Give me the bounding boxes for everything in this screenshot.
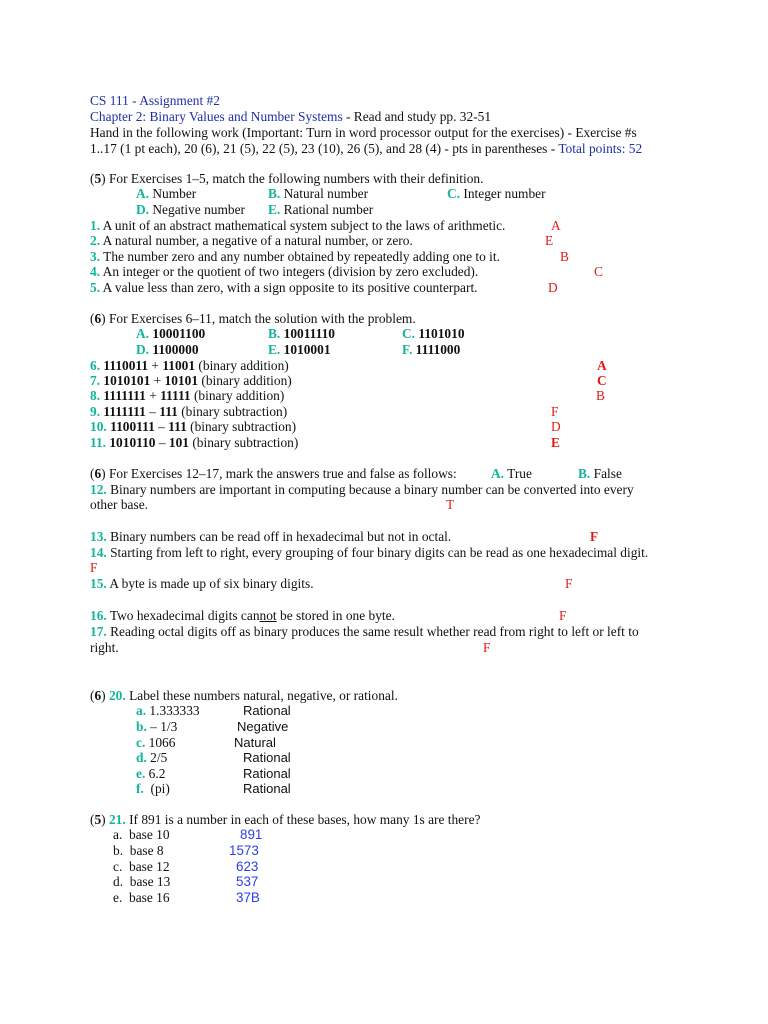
option-c: C. Integer number	[447, 186, 546, 201]
answer-5: D	[548, 280, 558, 295]
answer-11: E	[551, 435, 560, 450]
section4-intro: (6) 20. Label these numbers natural, negative, or rational.	[90, 688, 398, 703]
question-15: 15. A byte is made up of six binary digits.	[90, 576, 314, 591]
solution-a: A. 10001100	[136, 326, 206, 341]
solution-b: B. 10011110	[268, 326, 335, 341]
option-e: E. Rational number	[268, 202, 374, 217]
answer-10: D	[551, 419, 561, 434]
base-a: a. base 10	[113, 827, 170, 842]
handin-line-2	[90, 141, 642, 157]
answer-7: C	[597, 373, 607, 388]
question-5: 5. A value less than zero, with a sign opposite to its positive counterpart.	[90, 280, 478, 295]
question-1: 1. A unit of an abstract mathematical system subject to the laws of arithmetic.	[90, 218, 506, 233]
label-b-answer: Negative	[237, 719, 289, 734]
label-c-answer: Natural	[234, 735, 276, 750]
answer-6: A	[597, 358, 607, 373]
solution-c: C. 1101010	[402, 326, 465, 341]
base-c-answer: 623	[236, 859, 259, 874]
section1-points: 5	[94, 171, 102, 186]
base-d-answer: 537	[236, 874, 259, 889]
question-2: 2. A natural number, a negative of a natural number, or zero.	[90, 233, 413, 248]
section3-intro: (6) For Exercises 12–17, mark the answers true and false as follows:	[90, 466, 457, 481]
answer-2: E	[545, 233, 554, 248]
base-b: b. base 8	[113, 843, 164, 858]
section5-intro: (5) 21. If 891 is a number in each of these bases, how many 1s are there?	[90, 812, 481, 827]
answer-13: F	[590, 529, 599, 544]
question-12-cont: other base.	[90, 497, 149, 512]
total-points: Total points: 52	[558, 141, 643, 156]
label-d: d. 2/5	[136, 750, 168, 765]
question-16: 16. Two hexadecimal digits cannot be stored in one byte.	[90, 608, 395, 623]
base-b-answer: 1573	[229, 843, 259, 858]
chapter-line	[90, 109, 491, 125]
answer-17: F	[483, 640, 491, 655]
option-a: A. Number	[136, 186, 197, 201]
section2-intro: (6) For Exercises 6–11, match the solution with the problem.	[90, 311, 416, 326]
label-e-answer: Rational	[243, 766, 291, 781]
solution-f: F. 1111000	[402, 342, 461, 357]
base-e-answer: 37B	[236, 890, 260, 905]
true-option: A. True	[491, 466, 532, 481]
problem-9: 9. 1111111 – 111 (binary subtraction)	[90, 404, 288, 419]
option-b: B. Natural number	[268, 186, 369, 201]
chapter-title: Chapter 2: Binary Values and Number Systems	[90, 109, 343, 124]
label-f: f. (pi)	[136, 781, 170, 796]
option-d: D. Negative number	[136, 202, 245, 217]
question-12: 12. Binary numbers are important in computing because a binary number can be converted into every	[90, 482, 634, 497]
base-c: c. base 12	[113, 859, 170, 874]
problem-7: 7. 1010101 + 10101 (binary addition)	[90, 373, 292, 388]
label-f-answer: Rational	[243, 781, 291, 796]
section1-intro: (5) For Exercises 1–5, match the following numbers with their definition.	[90, 171, 484, 186]
label-d-answer: Rational	[243, 750, 291, 765]
handin-line-1: Hand in the following work (Important: Turn in word processor output for the exercises) - Exercise #s	[90, 125, 637, 140]
answer-4: C	[594, 264, 603, 279]
answer-14: F	[90, 560, 98, 575]
question-3: 3. The number zero and any number obtained by repeatedly adding one to it.	[90, 249, 500, 264]
solution-d: D. 1100000	[136, 342, 199, 357]
base-e: e. base 16	[113, 890, 170, 905]
question-13: 13. Binary numbers can be read off in hexadecimal but not in octal.	[90, 529, 452, 544]
problem-8: 8. 1111111 + 11111 (binary addition)	[90, 388, 285, 403]
assignment-title: CS 111 - Assignment #2	[90, 93, 220, 108]
problem-6: 6. 1110011 + 11001 (binary addition)	[90, 358, 289, 373]
label-b: b. – 1/3	[136, 719, 178, 734]
solution-e: E. 1010001	[268, 342, 331, 357]
question-4: 4. An integer or the quotient of two integers (division by zero excluded).	[90, 264, 479, 279]
label-a: a. 1.333333	[136, 703, 200, 718]
label-a-answer: Rational	[243, 703, 291, 718]
problem-10: 10. 1100111 – 111 (binary subtraction)	[90, 419, 297, 434]
problem-11: 11. 1010110 – 101 (binary subtraction)	[90, 435, 299, 450]
question-14: 14. Starting from left to right, every grouping of four binary digits can be read as one hexadecimal digit.	[90, 545, 649, 560]
base-d: d. base 13	[113, 874, 171, 889]
section2-points: 6	[94, 311, 102, 326]
base-a-answer: 891	[240, 827, 263, 842]
label-c: c. 1066	[136, 735, 176, 750]
answer-1: A	[551, 218, 561, 233]
question-17: 17. Reading octal digits off as binary produces the same result whether read from right to left or left to	[90, 624, 639, 639]
handin-line-2-text: 1..17 (1 pt each), 20 (6), 21 (5), 22 (5), 23 (10), 26 (5), and 28 (4) - pts in parentheses -	[90, 141, 559, 156]
answer-15: F	[565, 576, 573, 591]
section1-intro-text: For Exercises 1–5, match the following numbers with their definition.	[108, 171, 484, 186]
answer-12: T	[446, 497, 455, 512]
answer-3: B	[560, 249, 569, 264]
answer-16: F	[559, 608, 567, 623]
question-17-cont: right.	[90, 640, 119, 655]
chapter-suffix: - Read and study pp. 32-51	[342, 109, 492, 124]
answer-9: F	[551, 404, 559, 419]
false-option: B. False	[578, 466, 622, 481]
answer-8: B	[596, 388, 605, 403]
label-e: e. 6.2	[136, 766, 166, 781]
